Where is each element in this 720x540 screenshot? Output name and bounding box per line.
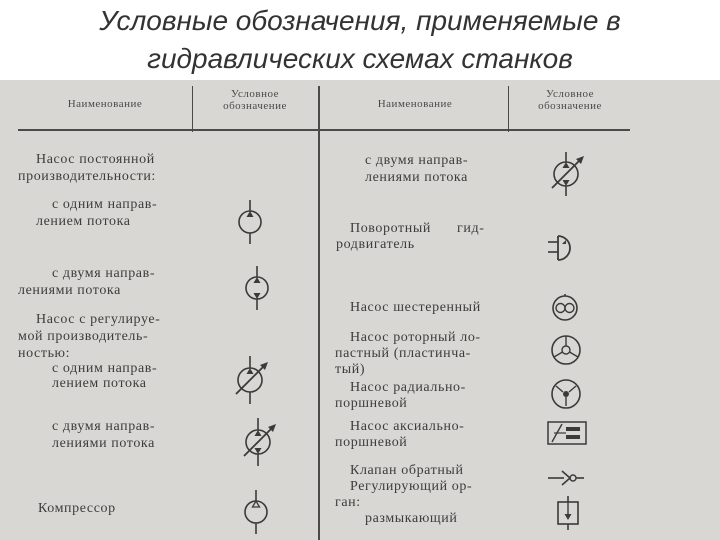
pump-one-direction-icon — [232, 200, 268, 244]
pump-variable-label-2: мой производитель- — [18, 329, 149, 344]
header-name-right: Наименование — [377, 98, 453, 110]
variable-pump-two-direction-icon — [238, 418, 282, 466]
gear-pump-label: Насос шестеренный — [350, 300, 481, 315]
regulating-organ-label-3: размыкающий — [365, 511, 458, 526]
two-direction-label-2: лениями потока — [18, 283, 121, 298]
slide-title — [0, 2, 720, 78]
compressor-icon — [238, 490, 274, 534]
regulating-organ-label-2: ган: — [335, 495, 361, 510]
column-divider-3 — [508, 86, 509, 132]
column-divider-1 — [192, 86, 193, 132]
pump-two-direction-icon — [239, 266, 275, 310]
check-valve-icon — [548, 468, 584, 488]
right-pump-two-direction-variable-icon — [546, 152, 590, 196]
axial-pump-label-1: Насос аксиально- — [350, 419, 465, 434]
vane-pump-label-3: тый) — [335, 362, 366, 377]
pump-variable-label-1: Насос с регулируе- — [36, 312, 161, 327]
scanned-table — [0, 80, 720, 540]
gear-pump-icon — [548, 294, 582, 322]
header-symbol-left: Условное обозначение — [223, 88, 287, 112]
column-divider-2 — [318, 86, 320, 540]
vane-pump-label-1: Насос роторный ло- — [350, 330, 481, 345]
rotary-motor-icon — [548, 230, 584, 266]
right-two-direction-label-2: лениями потока — [365, 170, 468, 185]
two-direction-label-1: с двумя направ- — [52, 266, 156, 281]
slide-title-line-2: гидравлических схемах станков — [147, 43, 573, 74]
right-two-direction-label-1: с двумя направ- — [365, 153, 469, 168]
header-name-left: Наименование — [67, 98, 143, 110]
check-valve-label: Клапан обратный — [350, 463, 464, 478]
pump-constant-label-2: производительности: — [18, 169, 156, 184]
radial-piston-pump-icon — [550, 378, 582, 410]
rotary-motor-label-1: Поворотный гид- — [350, 221, 485, 236]
vane-pump-label-2: пастный (пластинча- — [335, 346, 471, 361]
variable-two-direction-label-1: с двумя направ- — [52, 419, 156, 434]
rotary-motor-label-2: родвигатель — [336, 237, 415, 252]
axial-pump-label-2: поршневой — [335, 435, 408, 450]
header-symbol-right: Условное обозначение — [538, 88, 602, 112]
compressor-label: Компрессор — [38, 501, 116, 516]
vane-pump-icon — [550, 334, 582, 366]
variable-one-direction-label-2: лением потока — [52, 376, 147, 391]
radial-pump-label-1: Насос радиально- — [350, 380, 466, 395]
one-direction-label-1: с одним направ- — [52, 197, 158, 212]
header-rule — [18, 129, 630, 131]
variable-two-direction-label-2: лениями потока — [52, 436, 155, 451]
one-direction-label-2: лением потока — [36, 214, 131, 229]
pump-constant-label-1: Насос постоянной — [36, 152, 155, 167]
regulating-organ-label-1: Регулирующий ор- — [350, 479, 473, 494]
axial-piston-pump-icon — [546, 418, 588, 448]
variable-pump-one-direction-icon — [230, 356, 274, 404]
regulating-organ-icon — [554, 496, 582, 530]
radial-pump-label-2: поршневой — [335, 396, 408, 411]
variable-one-direction-label-1: с одним направ- — [52, 361, 158, 376]
slide-title-line-1: Условные обозначения, применяемые в — [99, 5, 621, 36]
pump-variable-label-3: ностью: — [18, 346, 71, 361]
